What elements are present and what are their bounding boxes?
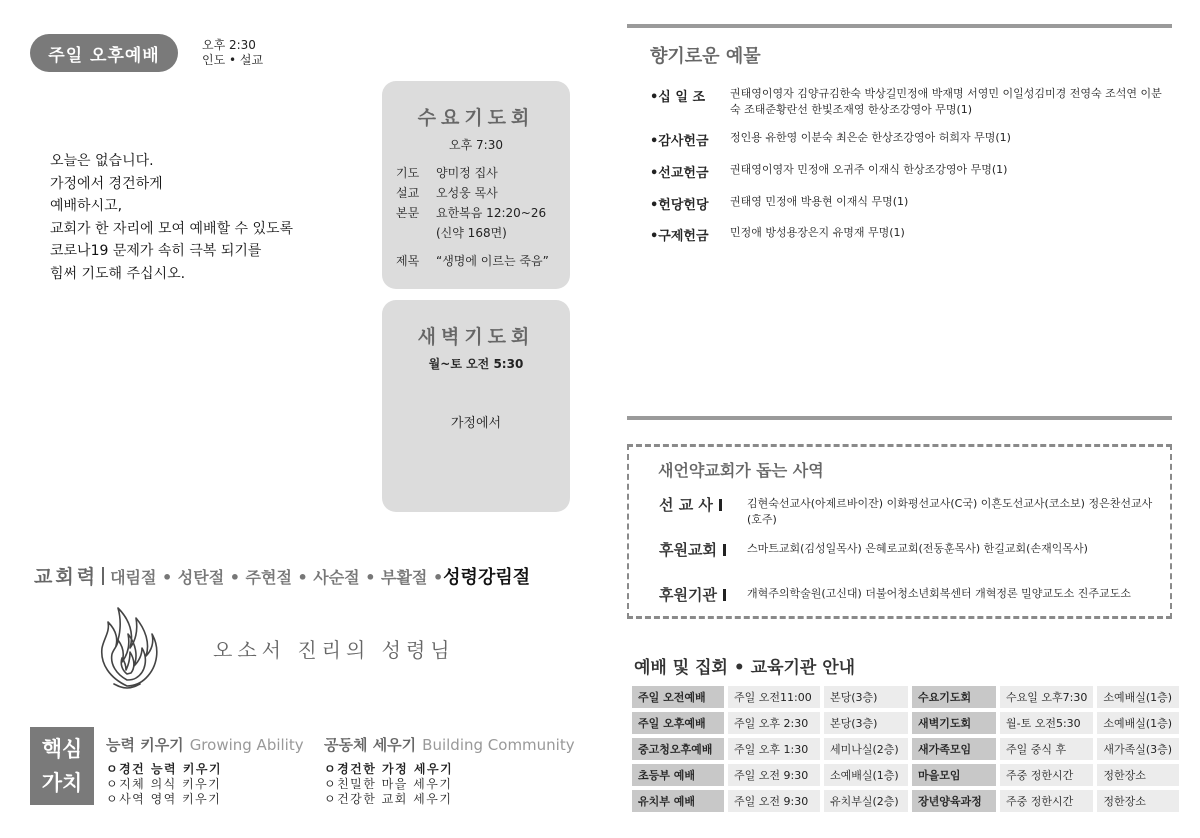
community-title-ko: 공동체 세우기 (324, 736, 417, 754)
table-row (632, 738, 1179, 760)
service-name: 새벽기도회 (912, 712, 996, 734)
message-line: 예배하시고, (50, 198, 123, 214)
row-key: 본문 (396, 206, 420, 220)
row-key: 설교 (396, 186, 420, 200)
row-value: 양미정 집사 (436, 166, 498, 180)
message-line: 가정에서 경건하게 (50, 175, 163, 192)
schedule-title: 예배 및 집회 • 교육기관 안내 (634, 658, 856, 678)
mission-names: 김현숙선교사(아제르바이잔) 이화평선교사(C국) 이흔도선교사(코소보) 정은찬선교사(호주) (747, 497, 1153, 526)
service-name: 새가족모임 (912, 738, 996, 760)
building-community-values (324, 734, 575, 807)
church-calendar (34, 562, 530, 589)
offering-row (650, 130, 1170, 149)
ability-title-en: Growing Ability (189, 736, 304, 754)
wednesday-row (396, 223, 570, 243)
service-place: 소예배실(1층) (824, 764, 908, 786)
community-item: ㅇ건강한 교회 세우기 (324, 792, 453, 806)
sunday-afternoon-info (202, 38, 263, 68)
row-value: (신약 168면) (436, 226, 507, 240)
service-time: 주일 오후 1:30 (728, 738, 820, 760)
row-value: “생명에 이르는 죽음” (436, 254, 549, 268)
wednesday-details (396, 163, 570, 271)
mission-label (659, 494, 747, 528)
cancellation-message (50, 150, 293, 285)
dawn-time: 월~토 오전 5:30 (428, 357, 524, 371)
dawn-title: 새벽기도회 (417, 326, 535, 348)
wednesday-title: 수요기도회 (417, 107, 535, 129)
mission-row (659, 539, 1157, 560)
service-name: 초등부 예배 (632, 764, 724, 786)
offering-names: 정인용 유한영 이분숙 최은순 한상조강영아 허희자 무명(1) (730, 131, 1011, 144)
service-place: 본당(3층) (824, 712, 908, 734)
calendar-lead: 교회력 (34, 566, 99, 588)
service-place: 유치부실(2층) (824, 790, 908, 812)
schedule-table (628, 682, 1183, 816)
sunday-afternoon-leader: 인도 • 설교 (202, 53, 264, 67)
service-name: 유치부 예배 (632, 790, 724, 812)
mission-label (659, 584, 747, 605)
table-row (632, 712, 1179, 734)
offerings-top-rule (627, 24, 1172, 28)
community-item: ㅇ친밀한 마을 세우기 (324, 777, 453, 791)
core-badge-line: 핵심 (41, 737, 83, 761)
growing-ability-title (106, 734, 304, 755)
row-key (396, 223, 436, 243)
holy-spirit-flame-icon (92, 600, 162, 690)
service-time: 월-토 오전5:30 (1000, 712, 1093, 734)
offering-label: •헌당헌당 (650, 198, 709, 213)
core-values-badge (30, 727, 94, 805)
mission-label-text: 후원기관 (659, 586, 717, 604)
service-place: 본당(3층) (824, 686, 908, 708)
mission-row (659, 584, 1157, 605)
ability-title-ko: 능력 키우기 (106, 736, 184, 754)
dawn-prayer-box (382, 300, 570, 512)
sunday-afternoon-time: 오후 2:30 (202, 38, 256, 52)
wednesday-row (396, 163, 570, 183)
service-time: 주일 중식 후 (1000, 738, 1093, 760)
calendar-seasons: 대림절 • 성탄절 • 주현절 • 사순절 • 부활절 • (110, 568, 444, 587)
offering-names: 권태영이영자 김양규김한숙 박상길민정애 박재명 서영민 이일성김미경 전영숙 조석연 이분숙 조태준황란선 한빛조재영 한상조강영아 무명(1) (730, 87, 1162, 116)
missions-top-rule (627, 416, 1172, 420)
offering-row (650, 86, 1170, 118)
table-row (632, 686, 1179, 708)
missions-title: 새언약교회가 돕는 사역 (658, 461, 824, 480)
core-badge-line: 가치 (41, 771, 83, 795)
service-time: 주중 정한시간 (1000, 790, 1093, 812)
ability-item: ㅇ사역 영역 키우기 (106, 792, 222, 806)
service-time: 주일 오후 2:30 (728, 712, 820, 734)
mission-label-text: 후원교회 (659, 541, 717, 559)
offering-label: •구제헌금 (650, 229, 709, 244)
offering-names: 권태영이영자 민정애 오귀주 이재식 한상조강영아 무명(1) (730, 163, 1008, 176)
offering-label: •선교헌금 (650, 166, 709, 181)
mission-names: 개혁주의학술원(고신대) 더불어청소년회복센터 개혁정론 밀양교도소 진주교도소 (747, 587, 1131, 600)
service-time: 주일 오전 9:30 (728, 764, 820, 786)
community-item: ㅇ경건한 가정 세우기 (324, 762, 454, 776)
offering-row (650, 162, 1170, 181)
mission-label-marker (719, 499, 722, 511)
service-time: 주일 오전11:00 (728, 686, 820, 708)
service-time: 주중 정한시간 (1000, 764, 1093, 786)
service-place: 소예배실(1층) (1097, 712, 1179, 734)
service-name: 주일 오후예배 (632, 712, 724, 734)
service-name: 장년양육과정 (912, 790, 996, 812)
offering-row (650, 194, 1170, 213)
offering-label: •십 일 조 (650, 90, 706, 105)
table-row (632, 790, 1179, 812)
offering-row (650, 225, 1170, 244)
table-row (632, 764, 1179, 786)
message-line: 오늘은 없습니다. (50, 153, 154, 169)
service-place: 세미나실(2층) (824, 738, 908, 760)
offering-label: •감사헌금 (650, 134, 709, 149)
service-place: 새가족실(3층) (1097, 738, 1179, 760)
wednesday-prayer-box (382, 81, 570, 289)
growing-ability-values (106, 734, 304, 807)
mission-names: 스마트교회(김성일목사) 은혜로교회(전동훈목사) 한길교회(손재익목사) (747, 542, 1088, 555)
calendar-tagline: 오소서 진리의 성령님 (213, 638, 455, 662)
service-name: 마을모임 (912, 764, 996, 786)
calendar-current-season: 성령강림절 (443, 567, 531, 588)
calendar-divider (102, 567, 104, 585)
dawn-note: 가정에서 (450, 416, 502, 431)
row-key: 제목 (396, 254, 420, 268)
wednesday-row (396, 183, 570, 203)
message-line: 코로나19 문제가 속히 극복 되기를 (50, 243, 262, 259)
offerings-title: 향기로운 예물 (650, 46, 761, 67)
wednesday-time: 오후 7:30 (449, 138, 503, 152)
service-place: 소예배실(1층) (1097, 686, 1179, 708)
mission-label-marker (723, 544, 726, 556)
row-value: 요한복음 12:20~26 (436, 206, 547, 220)
mission-label (659, 539, 747, 560)
service-time: 수요일 오후7:30 (1000, 686, 1093, 708)
service-time: 주일 오전 9:30 (728, 790, 820, 812)
mission-row (659, 494, 1157, 528)
wednesday-row (396, 203, 570, 223)
row-value: 오성웅 목사 (436, 186, 498, 200)
building-community-title (324, 734, 575, 755)
service-name: 주일 오전예배 (632, 686, 724, 708)
service-name: 수요기도회 (912, 686, 996, 708)
message-line: 교회가 한 자리에 모여 예배할 수 있도록 (50, 220, 294, 237)
sunday-afternoon-title: 주일 오후예배 (30, 34, 178, 72)
service-place: 정한장소 (1097, 790, 1179, 812)
mission-label-marker (723, 589, 726, 601)
service-name: 중고청오후예배 (632, 738, 724, 760)
offering-names: 권태영 민정애 박용현 이재식 무명(1) (730, 195, 909, 208)
ability-item: ㅇ지체 의식 키우기 (106, 777, 222, 791)
offering-names: 민정애 방성용장은지 유명재 무명(1) (730, 226, 905, 239)
ability-item: ㅇ경건 능력 키우기 (106, 762, 223, 776)
message-line: 힘써 기도해 주십시오. (50, 265, 186, 282)
community-title-en: Building Community (422, 736, 575, 754)
wednesday-row (396, 251, 570, 271)
service-place: 정한장소 (1097, 764, 1179, 786)
row-key: 기도 (396, 166, 420, 180)
mission-label-text: 선 교 사 (659, 496, 713, 514)
